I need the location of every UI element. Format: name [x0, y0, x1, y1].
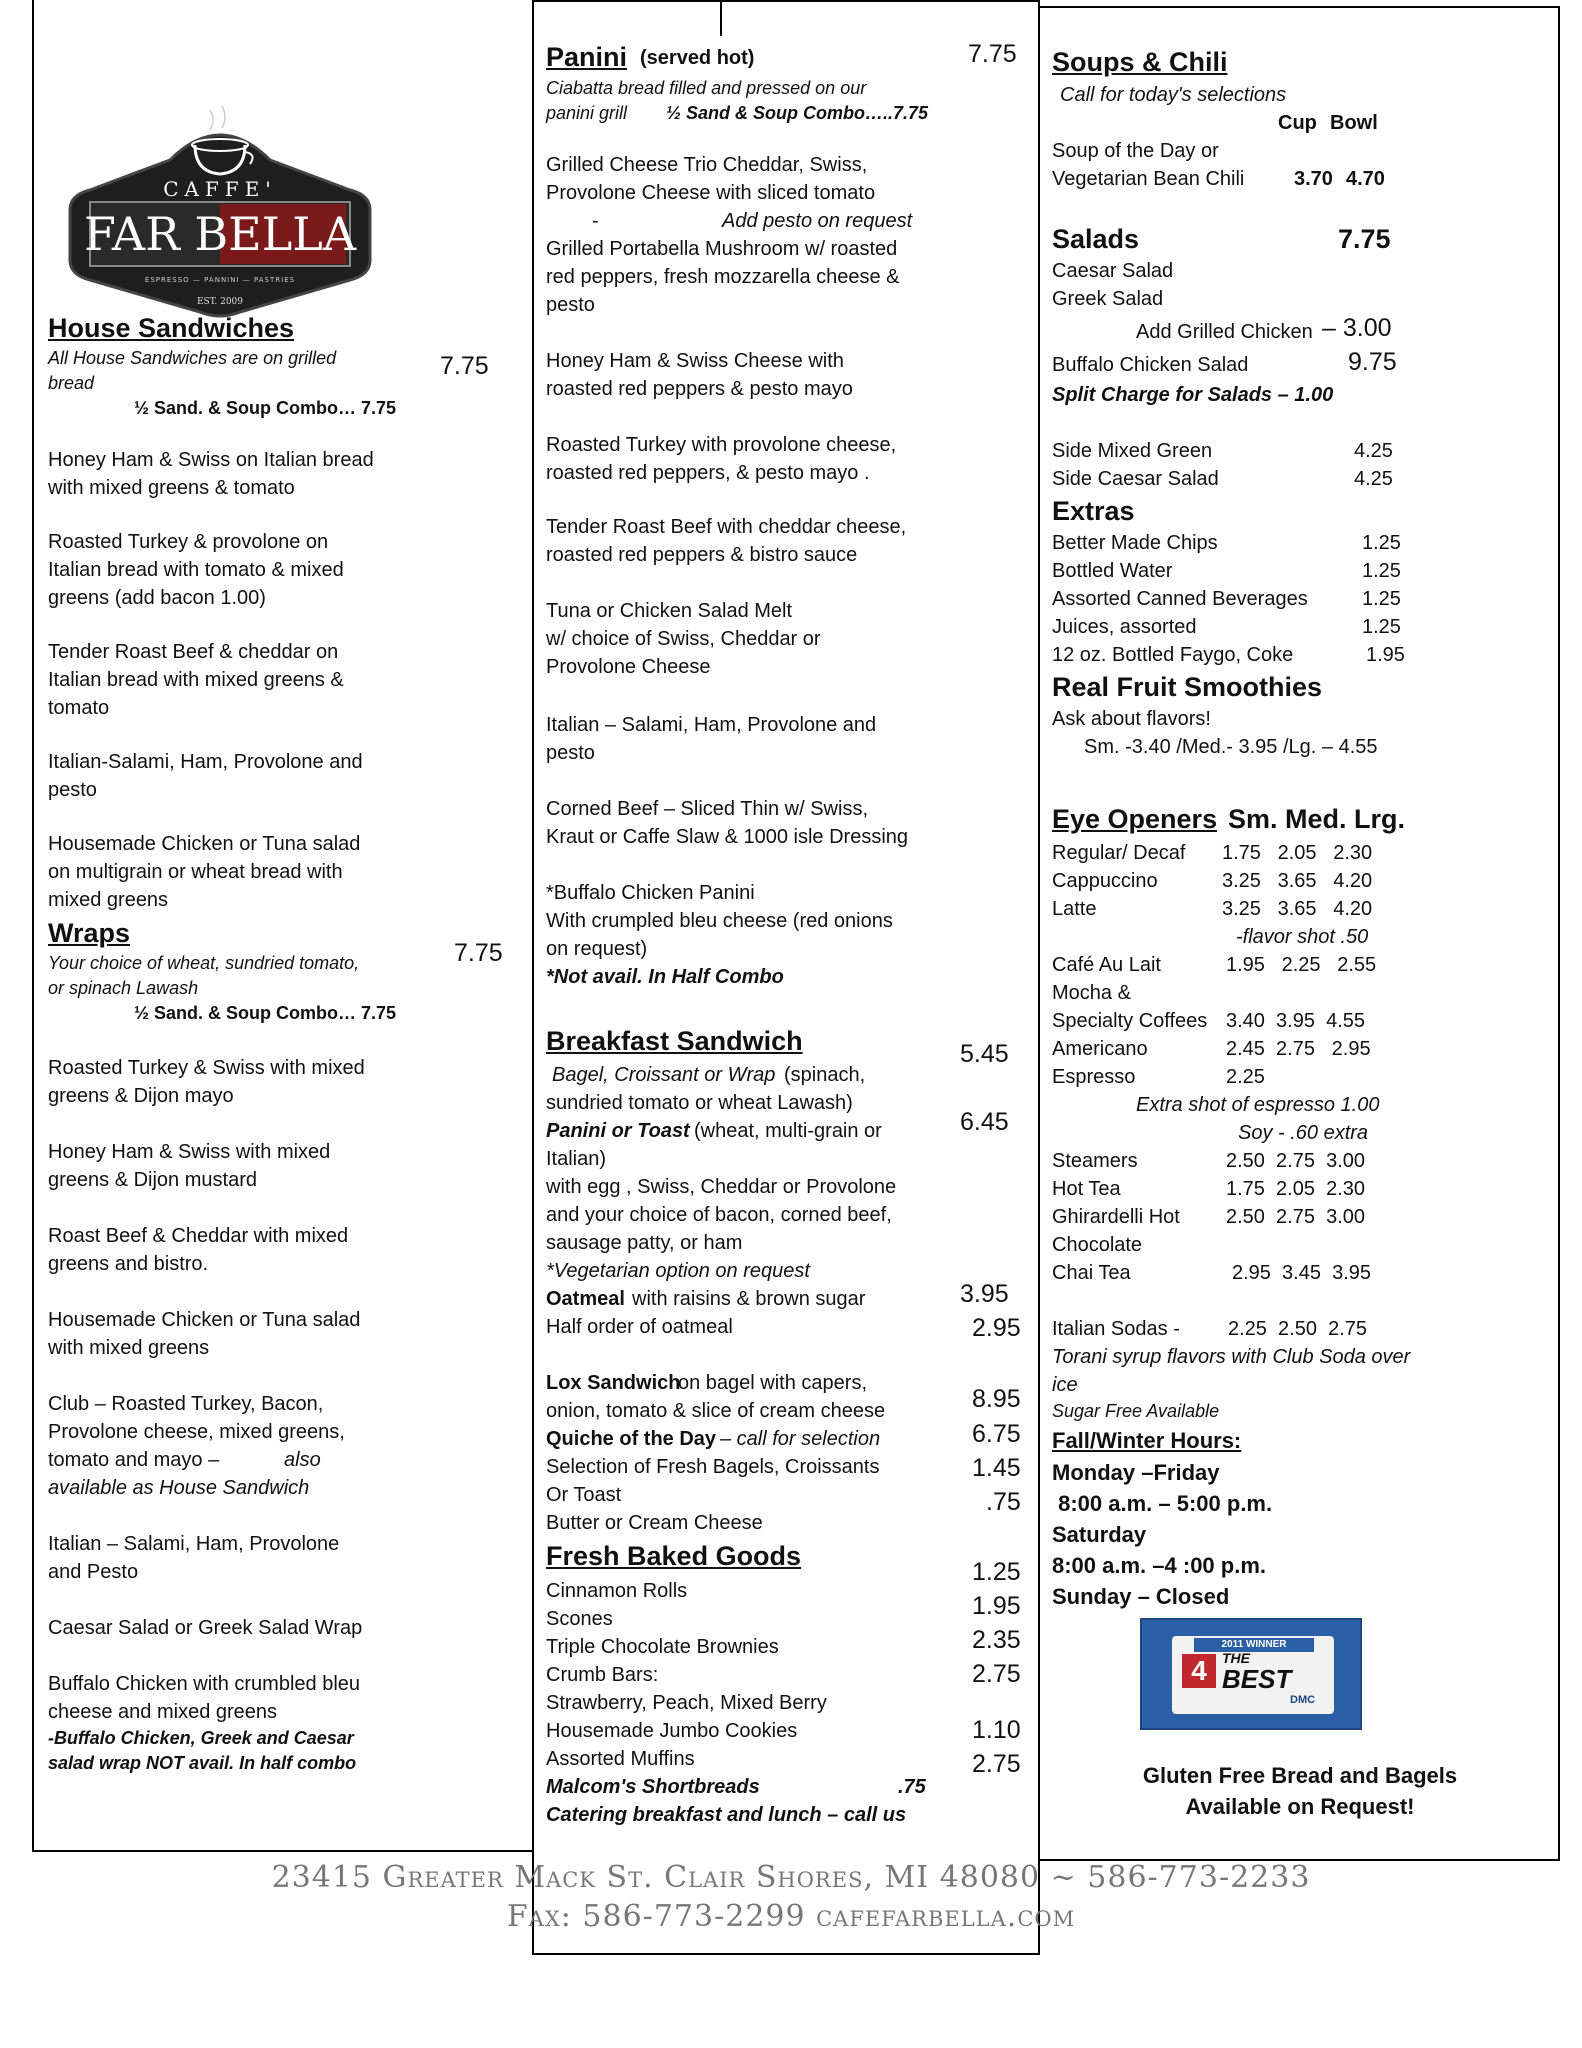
breakfast-line-4: Italian)	[546, 1148, 607, 1170]
extra-item-5: 12 oz. Bottled Faygo, Coke	[1052, 644, 1294, 666]
soups-title: Soups & Chili	[1052, 47, 1228, 77]
portabella-line-3: pesto	[546, 294, 595, 316]
salads-title: Salads	[1052, 224, 1140, 254]
house-price: 7.75	[440, 352, 489, 380]
coffee-row-2: Cappuccino	[1052, 870, 1158, 892]
breakfast-title: Breakfast Sandwich	[546, 1026, 803, 1056]
extra-item-1: Better Made Chips	[1052, 532, 1218, 554]
house-note-1: All House Sandwiches are on grilled	[48, 348, 337, 368]
trio-line-1: Grilled Cheese Trio Cheddar, Swiss,	[546, 154, 868, 176]
breakfast-price-2: 6.45	[960, 1108, 1009, 1136]
greek-salad: Greek Salad	[1052, 288, 1164, 310]
eye-openers-title: Eye Openers	[1052, 804, 1218, 834]
chai-prices: 2.95 3.45 3.95	[1232, 1262, 1372, 1284]
half-oatmeal-price: 2.95	[972, 1314, 1021, 1342]
club-line-2: Provolone cheese, mixed greens,	[48, 1421, 345, 1443]
panini-note-2: panini grill	[546, 103, 628, 123]
panini-item-4-line-3: Provolone Cheese	[546, 656, 711, 678]
panini-item-2-line-1: Roasted Turkey with provolone cheese,	[546, 434, 897, 456]
wrap-item-1-line-2: greens & Dijon mayo	[48, 1085, 234, 1107]
panini-item-5-line-1: Italian – Salami, Ham, Provolone and	[546, 714, 877, 736]
catering: Catering breakfast and lunch – call us	[546, 1804, 907, 1826]
soups-line-1: Soup of the Day or	[1052, 140, 1219, 162]
coffee3-row-1-prices: 2.50 2.75 3.00	[1226, 1150, 1366, 1172]
baked-goods-title: Fresh Baked Goods	[546, 1541, 802, 1571]
side-mixed-green-price: 4.25	[1354, 440, 1393, 462]
house-item-5-line-1: Housemade Chicken or Tuna salad	[48, 833, 361, 855]
extra-shot: Extra shot of espresso 1.00	[1136, 1094, 1380, 1116]
extra-item-4: Juices, assorted	[1052, 616, 1197, 638]
buffalo-panini-note: *Not avail. In Half Combo	[546, 966, 784, 988]
wraps-title: Wraps	[48, 918, 131, 948]
breakfast-line-2: sundried tomato or wheat Lawash)	[546, 1092, 853, 1114]
wrap-item-4-line-2: with mixed greens	[48, 1337, 210, 1359]
add-chicken-price: – 3.00	[1322, 314, 1392, 342]
baked-item-4: Crumb Bars:	[546, 1664, 659, 1686]
gluten-free-line-2: Available on Request!	[1185, 1794, 1415, 1819]
oatmeal-price: 3.95	[960, 1280, 1009, 1308]
breakfast-line-3: Panini or Toast	[546, 1120, 690, 1142]
italian-sodas: Italian Sodas -	[1052, 1318, 1180, 1340]
award-panel	[1172, 1636, 1334, 1714]
baked-item-3: Triple Chocolate Brownies	[546, 1636, 779, 1658]
soups-bowl-header: Bowl	[1330, 112, 1378, 134]
lox-price: 8.95	[972, 1385, 1021, 1413]
coffee2-row-1: Specialty Coffees	[1052, 1010, 1208, 1032]
house-item-5-line-2: on multigrain or wheat bread with	[48, 861, 343, 883]
coffee3-row-3: Ghirardelli Hot	[1052, 1206, 1180, 1228]
breakfast-price-1: 5.45	[960, 1040, 1009, 1068]
smoothies-sizes: Sm. -3.40 /Med.- 3.95 /Lg. – 4.55	[1084, 736, 1378, 758]
award-best: BEST	[1222, 1664, 1292, 1694]
coffee-row-1-prices: 1.75 2.05 2.30	[1222, 842, 1373, 864]
panini-item-5-line-2: pesto	[546, 742, 595, 764]
panini-item-4-line-1: Tuna or Chicken Salad Melt	[546, 600, 793, 622]
cafe-logo	[50, 90, 390, 320]
best-award-badge	[1140, 1618, 1362, 1730]
soups-line-2: Vegetarian Bean Chili	[1052, 168, 1245, 190]
baked-item-1-price: 1.25	[972, 1558, 1021, 1586]
flavor-shot: -flavor shot .50	[1236, 926, 1369, 948]
breakfast-line-8: *Vegetarian option on request	[546, 1260, 810, 1282]
buffalo-panini-line-3: on request)	[546, 938, 648, 960]
buffalo-panini-line-1: *Buffalo Chicken Panini	[546, 882, 755, 904]
wraps-note-2: or spinach Lawash	[48, 978, 199, 998]
house-item-4-line-1: Italian-Salami, Ham, Provolone and	[48, 751, 363, 773]
side-caesar: Side Caesar Salad	[1052, 468, 1219, 490]
lox-desc: on bagel with capers,	[678, 1372, 868, 1394]
buffalo-wrap-line-1: Buffalo Chicken with crumbled bleu	[48, 1673, 361, 1695]
house-item-3-line-3: tomato	[48, 697, 110, 719]
panini-item-2-line-2: roasted red peppers, & pesto mayo .	[546, 462, 870, 484]
italian-sodas-prices: 2.25 2.50 2.75	[1228, 1318, 1368, 1340]
panini-price: 7.75	[968, 40, 1017, 68]
caesar-salad: Caesar Salad	[1052, 260, 1174, 282]
extra-item-2-price: 1.25	[1362, 560, 1401, 582]
half-oatmeal: Half order of oatmeal	[546, 1316, 733, 1338]
panini-item-3-line-1: Tender Roast Beef with cheddar cheese,	[546, 516, 907, 538]
baked-item-4-price: 2.75	[972, 1660, 1021, 1688]
award-year: 2011 WINNER	[1194, 1638, 1314, 1652]
smoothies-title: Real Fruit Smoothies	[1052, 672, 1323, 702]
bagels-price: 1.45	[972, 1454, 1021, 1482]
soy-extra: Soy - .60 extra	[1238, 1122, 1369, 1144]
muffins-price: 2.75	[972, 1750, 1021, 1778]
baked-item-3-price: 2.35	[972, 1626, 1021, 1654]
coffee2-row-3-prices: 2.25	[1226, 1066, 1265, 1088]
portabella-line-1: Grilled Portabella Mushroom w/ roasted	[546, 238, 898, 260]
house-note-2: bread	[48, 373, 95, 393]
quiche-desc: – call for selection	[720, 1428, 881, 1450]
buffalo-salad-price: 9.75	[1348, 348, 1397, 376]
extra-item-4-price: 1.25	[1362, 616, 1401, 638]
eye-openers-sizes: Sm. Med. Lrg.	[1228, 804, 1406, 834]
lox-name: Lox Sandwich	[546, 1372, 681, 1394]
logo-caffe: CAFFE'	[163, 177, 277, 201]
mocha: Mocha &	[1052, 982, 1131, 1004]
oatmeal-name: Oatmeal	[546, 1288, 625, 1310]
cookies: Housemade Jumbo Cookies	[546, 1720, 798, 1742]
buffalo-panini-line-2: With crumpled bleu cheese (red onions	[546, 910, 893, 932]
coffee2-row-2: Americano	[1052, 1038, 1148, 1060]
wraps-price: 7.75	[454, 939, 503, 967]
house-combo: ½ Sand. & Soup Combo… 7.75	[134, 398, 397, 418]
coffee2-row-3: Espresso	[1052, 1066, 1136, 1088]
chocolate: Chocolate	[1052, 1234, 1143, 1256]
house-item-4-line-2: pesto	[48, 779, 97, 801]
shortbreads: Malcom's Shortbreads	[546, 1776, 760, 1798]
hours-line-4: 8:00 a.m. –4 :00 p.m.	[1052, 1553, 1266, 1578]
panini-served-hot: (served hot)	[640, 47, 755, 69]
buffalo-wrap-note-1: -Buffalo Chicken, Greek and Caesar	[48, 1728, 354, 1748]
house-item-2-line-1: Roasted Turkey & provolone on	[48, 531, 329, 553]
salads-price: 7.75	[1338, 224, 1391, 254]
soups-cup-price: 3.70	[1294, 168, 1333, 190]
torani-line-2: ice	[1052, 1374, 1078, 1396]
house-item-1-line-1: Honey Ham & Swiss on Italian bread	[48, 449, 374, 471]
house-item-3-line-1: Tender Roast Beef & cheddar on	[48, 641, 339, 663]
panini-combo: ½ Sand & Soup Combo…..7.75	[666, 103, 929, 123]
portabella-line-2: red peppers, fresh mozzarella cheese &	[546, 266, 900, 288]
quiche-name: Quiche of the Day	[546, 1428, 717, 1450]
hours-title: Fall/Winter Hours:	[1052, 1428, 1242, 1453]
breakfast-line-6: and your choice of bacon, corned beef,	[546, 1204, 892, 1226]
toast-price: .75	[986, 1488, 1021, 1516]
logo-tagline: ESPRESSO — PANNINI — PASTRIES	[144, 276, 296, 284]
coffee-row-3-prices: 3.25 3.65 4.20	[1222, 898, 1373, 920]
coffee3-row-2: Hot Tea	[1052, 1178, 1121, 1200]
panini-item-1-line-2: roasted red peppers & pesto mayo	[546, 378, 853, 400]
wrap-item-4-line-1: Housemade Chicken or Tuna salad	[48, 1309, 361, 1331]
smoothies-ask: Ask about flavors!	[1052, 708, 1211, 730]
house-item-1-line-2: with mixed greens & tomato	[48, 477, 295, 499]
shortbreads-price: .75	[898, 1776, 926, 1798]
side-mixed-green: Side Mixed Green	[1052, 440, 1213, 462]
coffee-row-3: Latte	[1052, 898, 1097, 920]
logo-est: EST. 2009	[196, 297, 244, 307]
soups-cup-header: Cup	[1278, 112, 1317, 134]
torani-line-1: Torani syrup flavors with Club Soda over	[1052, 1346, 1411, 1368]
wrap-item-2-line-2: greens & Dijon mustard	[48, 1169, 257, 1191]
cookies-price: 1.10	[972, 1716, 1021, 1744]
award-dmc: DMC	[1290, 1694, 1316, 1706]
coffee2-row-2-prices: 2.45 2.75 2.95	[1226, 1038, 1371, 1060]
baked-item-2-price: 1.95	[972, 1592, 1021, 1620]
buffalo-salad: Buffalo Chicken Salad	[1052, 354, 1249, 376]
baked-item-2: Scones	[546, 1608, 613, 1630]
trio-dash: -	[592, 210, 599, 232]
coffee2-row-1-prices: 3.40 3.95 4.55	[1226, 1010, 1366, 1032]
breakfast-line-5: with egg , Swiss, Cheddar or Provolone	[546, 1176, 897, 1198]
add-chicken: Add Grilled Chicken	[1136, 321, 1313, 343]
hours-line-1: Monday –Friday	[1052, 1460, 1220, 1485]
soups-bowl-price: 4.70	[1346, 168, 1385, 190]
soups-note: Call for today's selections	[1060, 84, 1287, 106]
hours-line-3: Saturday	[1052, 1522, 1147, 1547]
club-also: also	[284, 1449, 321, 1471]
extra-item-5-price: 1.95	[1366, 644, 1405, 666]
breakfast-line-7: sausage patty, or ham	[546, 1232, 743, 1254]
crumb-flavors: Strawberry, Peach, Mixed Berry	[546, 1692, 827, 1714]
baked-item-1: Cinnamon Rolls	[546, 1580, 688, 1602]
muffins: Assorted Muffins	[546, 1748, 695, 1770]
extra-item-1-price: 1.25	[1362, 532, 1401, 554]
italian-wrap-line-1: Italian – Salami, Ham, Provolone	[48, 1533, 340, 1555]
chai: Chai Tea	[1052, 1262, 1131, 1284]
breakfast-line-1b: (spinach,	[784, 1064, 866, 1086]
wrap-item-2-line-1: Honey Ham & Swiss with mixed	[48, 1141, 331, 1163]
club-line-1: Club – Roasted Turkey, Bacon,	[48, 1393, 324, 1415]
top-divider-tick	[720, 0, 722, 36]
oatmeal-desc: with raisins & brown sugar	[632, 1288, 866, 1310]
house-item-2-line-3: greens (add bacon 1.00)	[48, 587, 266, 609]
lox-line-2: onion, tomato & slice of cream cheese	[546, 1400, 886, 1422]
club-line-3: tomato and mayo –	[48, 1449, 220, 1471]
buffalo-wrap-line-2: cheese and mixed greens	[48, 1701, 278, 1723]
split-charge: Split Charge for Salads – 1.00	[1052, 384, 1334, 406]
hours-line-2: 8:00 a.m. – 5:00 p.m.	[1052, 1491, 1273, 1516]
au-lait: Café Au Lait	[1052, 954, 1161, 976]
club-line-4: available as House Sandwich	[48, 1477, 310, 1499]
panini-item-6-line-1: Corned Beef – Sliced Thin w/ Swiss,	[546, 798, 869, 820]
butter-line: Butter or Cream Cheese	[546, 1512, 763, 1534]
footer-address: 23415 Greater Mack St. Clair Shores, MI 48080 ~ 586-773-2233	[271, 1860, 1311, 1895]
house-sandwiches-title: House Sandwiches	[48, 313, 295, 343]
hours-line-5: Sunday – Closed	[1052, 1584, 1230, 1609]
logo-far-bella: FAR BELLA	[83, 207, 357, 261]
caesar-wrap: Caesar Salad or Greek Salad Wrap	[48, 1617, 363, 1639]
panini-item-6-line-2: Kraut or Caffe Slaw & 1000 isle Dressing	[546, 826, 909, 848]
coffee3-row-2-prices: 1.75 2.05 2.30	[1226, 1178, 1366, 1200]
trio-line-2: Provolone Cheese with sliced tomato	[546, 182, 876, 204]
extras-title: Extras	[1052, 496, 1135, 526]
sugar-free: Sugar Free Available	[1052, 1401, 1220, 1421]
buffalo-wrap-note-2: salad wrap NOT avail. In half combo	[48, 1753, 357, 1773]
toast-line: Or Toast	[546, 1484, 622, 1506]
panini-item-1-line-1: Honey Ham & Swiss Cheese with	[546, 350, 844, 372]
award-the: THE	[1222, 1650, 1250, 1666]
coffee-row-1: Regular/ Decaf	[1052, 842, 1186, 864]
coffee3-row-1: Steamers	[1052, 1150, 1138, 1172]
side-caesar-price: 4.25	[1354, 468, 1393, 490]
bagels-line: Selection of Fresh Bagels, Croissants	[546, 1456, 880, 1478]
house-item-2-line-2: Italian bread with tomato & mixed	[48, 559, 344, 581]
wrap-item-1-line-1: Roasted Turkey & Swiss with mixed	[48, 1057, 365, 1079]
extra-item-3: Assorted Canned Beverages	[1052, 588, 1308, 610]
footer-fax-web: Fax: 586-773-2299 cafefarbella.com	[506, 1899, 1076, 1934]
channel-4-icon: 4	[1182, 1654, 1216, 1688]
house-item-5-line-3: mixed greens	[48, 889, 169, 911]
panini-title: Panini	[546, 42, 628, 72]
wraps-note-1: Your choice of wheat, sundried tomato,	[48, 953, 360, 973]
coffee3-row-3-prices: 2.50 2.75 3.00	[1226, 1206, 1366, 1228]
extra-item-2: Bottled Water	[1052, 560, 1173, 582]
quiche-price: 6.75	[972, 1420, 1021, 1448]
coffee-row-2-prices: 3.25 3.65 4.20	[1222, 870, 1373, 892]
wraps-combo: ½ Sand. & Soup Combo… 7.75	[134, 1003, 397, 1023]
wrap-item-3-line-1: Roast Beef & Cheddar with mixed	[48, 1225, 349, 1247]
italian-wrap-line-2: and Pesto	[48, 1561, 139, 1583]
panini-item-4-line-2: w/ choice of Swiss, Cheddar or	[546, 628, 821, 650]
wrap-item-3-line-2: greens and bistro.	[48, 1253, 209, 1275]
trio-pesto: Add pesto on request	[722, 210, 913, 232]
panini-note-1: Ciabatta bread filled and pressed on our	[546, 78, 867, 98]
breakfast-line-1: Bagel, Croissant or Wrap	[552, 1064, 776, 1086]
house-item-3-line-2: Italian bread with mixed greens &	[48, 669, 344, 691]
gluten-free-line-1: Gluten Free Bread and Bagels	[1142, 1763, 1458, 1788]
breakfast-line-3b: (wheat, multi-grain or	[694, 1120, 882, 1142]
panini-item-3-line-2: roasted red peppers & bistro sauce	[546, 544, 858, 566]
au-lait-prices: 1.95 2.25 2.55	[1226, 954, 1377, 976]
extra-item-3-price: 1.25	[1362, 588, 1401, 610]
